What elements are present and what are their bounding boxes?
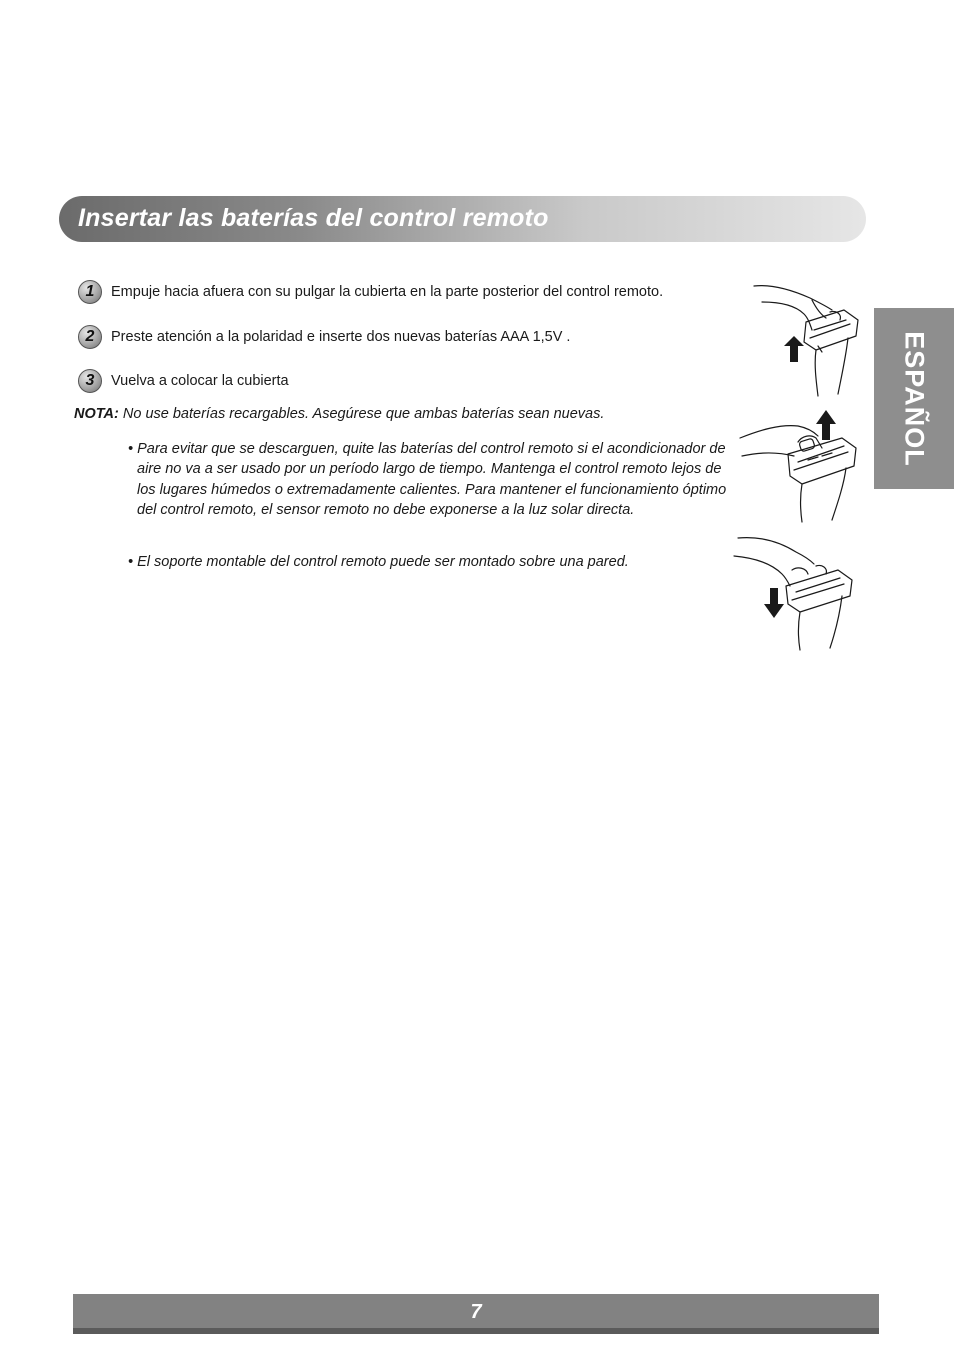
- insert-batteries-illustration: [738, 404, 860, 524]
- step-2-text: Preste atención a la polaridad e inserte dos nuevas baterías AAA 1,5V .: [111, 329, 571, 345]
- bullet-text-storage: • Para evitar que se descarguen, quite las baterías del control remoto si el acondicionador de aire no va a ser usado por un período largo de tiempo. Mantenga el control remoto lejos de los lugares húmedos o extremadamente calientes. Para mantener el funcionamiento óptimo del control remoto, el sensor remoto no debe exponerse a la luz solar directa.: [128, 441, 727, 518]
- step-1: [78, 279, 663, 305]
- language-label: ESPAÑOL: [899, 330, 930, 467]
- step-3-text: Vuelva a colocar la cubierta: [111, 373, 289, 389]
- note-text: No use baterías recargables. Asegúrese que ambas baterías sean nuevas.: [122, 406, 605, 422]
- note-label: NOTA:: [74, 406, 119, 422]
- note: [74, 406, 604, 422]
- step-3-number: 3: [78, 369, 102, 393]
- step-1-number: 1: [78, 280, 102, 304]
- bullet-item: [128, 552, 728, 572]
- page-number: 7: [470, 1301, 482, 1323]
- step-2-number: 2: [78, 325, 102, 349]
- footer-bar: [73, 1294, 879, 1334]
- section-title-banner: [59, 196, 866, 242]
- step-3: [78, 368, 289, 394]
- section-title: Insertar las baterías del control remoto: [78, 204, 549, 232]
- language-tab: [874, 308, 954, 489]
- arrow-down-icon: [764, 588, 784, 618]
- bullet-item: [128, 439, 728, 520]
- arrow-up-icon: [784, 336, 804, 362]
- arrow-down-icon: [816, 410, 836, 440]
- remove-cover-illustration: [752, 280, 862, 400]
- bullet-text-mount: • El soporte montable del control remoto puede ser montado sobre una pared.: [128, 554, 629, 570]
- step-2: [78, 324, 570, 350]
- replace-cover-illustration: [732, 530, 860, 652]
- step-1-text: Empuje hacia afuera con su pulgar la cubierta en la parte posterior del control remoto.: [111, 284, 664, 300]
